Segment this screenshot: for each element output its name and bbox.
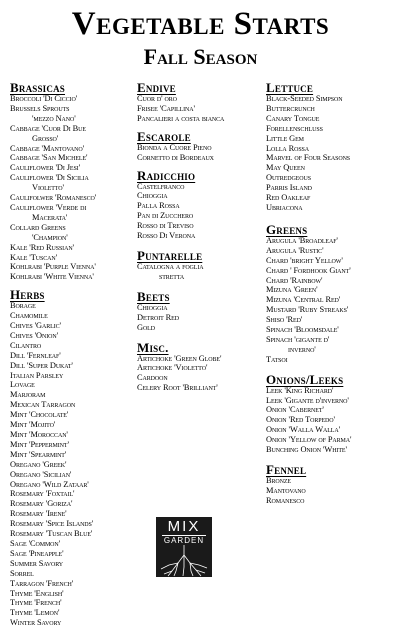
list-item: Oregano 'Sicilian' [10,469,72,479]
list-item: Palla Rossa [137,201,180,211]
item-list [137,182,265,241]
list-item: Cauliflower 'Di Sicilia [10,173,89,183]
list-item: Thyme 'English' [10,588,64,598]
list-item: Summer Savory [10,558,64,568]
page-title: Vegetable Starts [71,6,330,42]
list-item: Canary Tongue [266,113,320,123]
list-item: Mustard 'Ruby Streaks' [266,305,349,315]
list-item: Outredgeous [266,173,311,183]
list-item: Macerata' [32,212,68,222]
item-list [137,94,265,124]
section-heading: Endive [137,80,176,95]
list-item: Black-Seeded Simpson [266,94,343,103]
section-misc [137,341,265,394]
list-item: Forellenschluss [266,123,323,133]
list-item: inverno' [288,344,316,354]
mix-garden-logo [156,517,212,577]
list-item: Castelfranco [137,181,185,191]
list-item: Parris Island [266,183,312,193]
list-item: Onion 'Yellow of Parma' [266,435,352,445]
list-item: Ubriacona [266,202,303,212]
list-item: Mint 'Mojito' [10,420,56,430]
column-1 [10,73,135,628]
list-item: Chioggia [137,302,168,312]
list-item: Spinach 'Bloomsdale' [266,325,339,335]
item-list [10,94,135,282]
list-item: Rosemary 'Tuscan Blue' [10,529,93,539]
item-list [10,301,135,628]
section-herbs [10,288,135,628]
section-heading: Lettuce [266,80,314,95]
section-heading: Beets [137,288,170,304]
item-list [266,386,401,455]
list-item: Cornetto di Bordeaux [137,152,214,162]
list-item: Borage [10,301,36,311]
list-item: Sorrel [10,568,34,578]
list-item: 'mezzo Nano' [32,113,76,123]
list-item: Cauliflower 'Di Jesi' [10,163,80,173]
list-item: Violetto' [32,183,64,193]
list-item: Spinach 'gigante d' [266,334,330,344]
list-item: Sage 'Pineapple' [10,548,64,558]
list-item: Mexican Tarragon [10,400,76,410]
list-item: Cardoon [137,373,168,383]
list-item: Chard 'Rainbow' [266,275,323,285]
list-item: Shiso 'Red' [266,315,303,325]
section-heading: Herbs [10,287,45,303]
list-item: Thyme 'French' [10,598,62,608]
list-item: Cabbage 'San Michele' [10,153,88,163]
section-heading: Radicchio [137,167,196,183]
list-item: Dill 'Fernleaf' [10,350,61,360]
list-item: Chives 'Garlic' [10,321,61,331]
list-item: Brussels Sprouts [10,103,70,113]
list-item: Bionda a Cuore Pieno [137,142,212,152]
item-list [137,262,265,282]
section-radicchio [137,169,265,241]
list-item: Mantovano [266,485,306,495]
section-puntarelle [137,249,265,282]
list-item: Rosso di Treviso [137,221,194,231]
list-item: Italian Parsley [10,370,64,380]
list-item: Oregano 'Wild Zataar' [10,479,89,489]
list-item: Onion 'Cabernet' [266,405,324,415]
list-item: Onion 'Red Torpedo' [266,415,335,425]
section-heading: Greens [266,221,308,237]
list-item: Winter Savory [10,618,62,628]
list-item: Thyme 'Lemon' [10,608,60,618]
list-item: Kohlrabi 'Purple Vienna' [10,262,96,272]
list-item: 'Champion' [32,232,68,242]
list-item: Onion 'Walla Walla' [266,425,341,435]
list-item: Rosemary 'Spice Islands' [10,519,94,529]
list-item: Mizuna 'Green' [266,285,318,295]
list-item: Broccoli 'Di Ciccio' [10,94,78,103]
list-item: Mint 'Moroccan' [10,430,68,439]
section-heading: Escarole [137,128,191,144]
list-item: Pan di Zucchero [137,211,194,221]
list-item: Mint 'Spearmint' [10,449,67,459]
list-item: Kohlrabi 'White Vienna' [10,272,94,282]
list-item: Mint 'Chocolate' [10,410,69,420]
logo-text-garden: GARDEN [163,536,205,545]
list-item: Arugula 'Broadleaf' [266,235,338,245]
roots-icon [156,545,212,577]
list-item: Chives 'Onion' [10,330,59,340]
list-item: Rosemary 'Goriza' [10,499,73,509]
list-item: Cauliflower 'Verde di [10,202,87,212]
section-heading: Misc. [137,339,169,355]
list-item: Gold [137,322,155,332]
section-endive [137,81,265,124]
list-item: Red Oakleaf [266,193,311,203]
column-3 [266,73,401,506]
list-item: Collard Greens [10,222,66,232]
list-item: Chamomile [10,311,48,321]
list-item: Oregano 'Greek' [10,459,67,469]
list-item: Artichoke 'Green Globe' [137,353,222,363]
column-2 [137,73,265,393]
list-item: Lolla Rossa [266,143,310,153]
item-list [266,236,401,365]
section-heading: Fennel [266,462,307,477]
item-list [137,303,265,333]
list-item: Mint 'Peppermint' [10,439,69,449]
list-item: Bunching Onion 'White' [266,445,347,455]
list-item: Arugula 'Rustic' [266,245,324,255]
item-list [266,476,401,506]
list-item: Catalogna a foglia [137,261,204,271]
list-item: Cabbage 'Mantovano' [10,143,85,153]
list-item: Lovage [10,380,35,390]
page-subtitle: Fall Season [143,44,258,69]
section-onions-leeks [266,373,401,455]
list-item: Kale 'Tuscan' [10,252,57,262]
item-list [266,94,401,213]
list-item: Detroit Red [137,312,179,322]
section-greens [266,223,401,365]
list-item: Marvel of Four Seasons [266,153,351,163]
list-item: May Queen [266,163,305,173]
list-item: Rosemary 'Foxtail' [10,489,75,499]
list-item: Celery Root 'Brilliant' [137,383,218,393]
list-item: stretta [159,271,185,281]
list-item: Pancalieri a costa bianca [137,113,225,123]
section-fennel [266,463,401,506]
list-item: Little Gem [266,133,304,143]
item-list [137,354,265,394]
section-lettuce [266,81,401,213]
list-item: Leek 'King Richard' [266,385,334,395]
section-brassicas [10,81,135,282]
list-item: Rosso Di Verona [137,231,196,241]
list-item: Mizuna 'Central Red' [266,295,341,305]
list-item: Frisee 'Capillina' [137,103,195,113]
logo-text-mix: MIX [167,518,201,535]
list-item: Grosso' [32,133,59,143]
list-item: Chard 'bright Yellow' [266,255,343,265]
list-item: Romanesco [266,495,305,505]
list-item: Chioggia [137,191,168,201]
list-item: Chard ' Fordhook Giant' [266,265,351,275]
list-item: Dill 'Super Dukat' [10,360,73,370]
list-item: Tatsoi [266,354,288,364]
item-list [137,143,265,163]
list-item: Rosemary 'Irene' [10,509,67,519]
list-item: Bronze [266,476,291,485]
list-item: Cuor d' oro [137,94,177,103]
section-heading: Puntarelle [137,247,203,263]
list-item: Sage 'Common' [10,538,61,548]
list-item: Leek 'Gigante d'inverno' [266,395,349,405]
list-item: Caulifolwer 'Romanesco' [10,193,97,203]
section-heading: Onions/Leeks [266,371,344,387]
list-item: Cabbage 'Cuor Di Bue [10,123,86,133]
list-item: Tarragon 'French' [10,578,74,588]
section-beets [137,290,265,333]
list-item: Marjoram [10,390,46,400]
list-item: Artichoke 'Violetto' [137,363,208,373]
list-item: Buttercrunch [266,103,315,113]
list-item: Kale 'Red Russian' [10,242,74,252]
list-item: Cilantro [10,340,42,350]
section-heading: Brassicas [10,80,65,95]
section-escarole [137,130,265,163]
